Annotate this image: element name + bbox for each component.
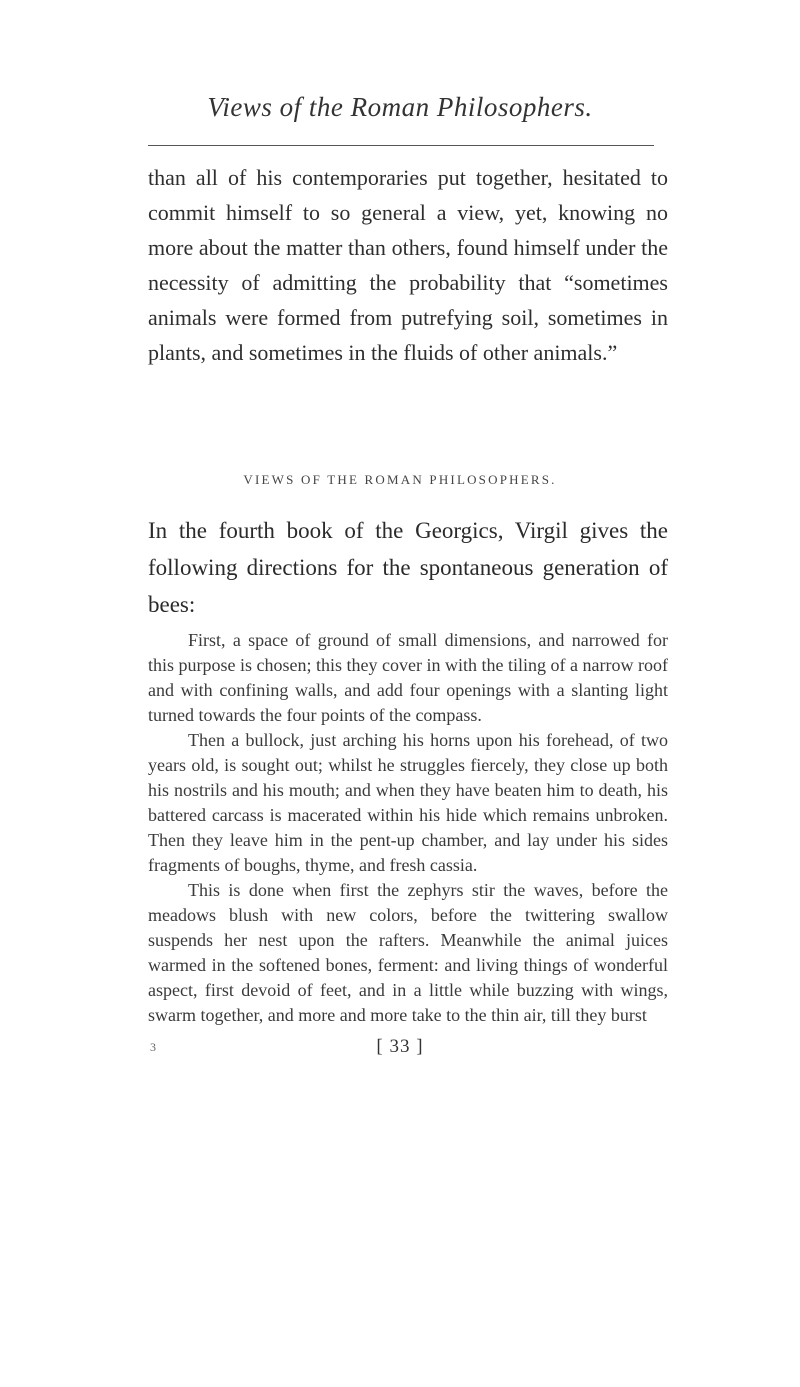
page-number: [ 33 ] xyxy=(376,1036,424,1057)
running-head: Views of the Roman Philosophers. xyxy=(207,92,593,122)
quote-paragraph: This is done when first the zephyrs stir the waves, before the meadows blush with new colors, before the twittering swallow suspends her nest upon the rafters. Meanwhile the animal juices warmed in the softened bones, ferment: and living things of wonderful aspect, first devoid of feet, and in a little while buzzing with wings, swarm together, and more and more take to the thin air, till they burst xyxy=(148,880,668,1025)
header-rule xyxy=(148,145,654,146)
intro-paragraph: In the fourth book of the Georgics, Virgil gives the following directions for the spontaneous generation of bees: xyxy=(148,518,668,617)
quote-paragraph: First, a space of ground of small dimensions, and narrowed for this purpose is chosen; this they cover in with the tiling of a narrow roof and with confining walls, and add four openings with a slanting light turned towards the four points of the compass. xyxy=(148,630,668,725)
quote-paragraph: Then a bullock, just arching his horns upon his forehead, of two years old, is sought out; whilst he struggles fiercely, they close up both his nostrils and his mouth; and when they have beaten him to death, his battered carcass is macerated within his hide which remains unbroken. Then they leave him in the pent-up chamber, and lay under his sides fragments of boughs, thyme, and fresh cassia. xyxy=(148,730,668,875)
section-heading: VIEWS OF THE ROMAN PHILOSOPHERS. xyxy=(243,472,557,487)
lead-paragraph: than all of his contemporaries put together, hesitated to commit himself to so general a view, yet, knowing no more about the matter than others, found himself under the necessity of admitting the probability that “sometimes animals were formed from putrefying soil, sometimes in plants, and sometimes in the fluids of other animals.” xyxy=(148,165,668,365)
signature-mark: 3 xyxy=(150,1040,156,1054)
